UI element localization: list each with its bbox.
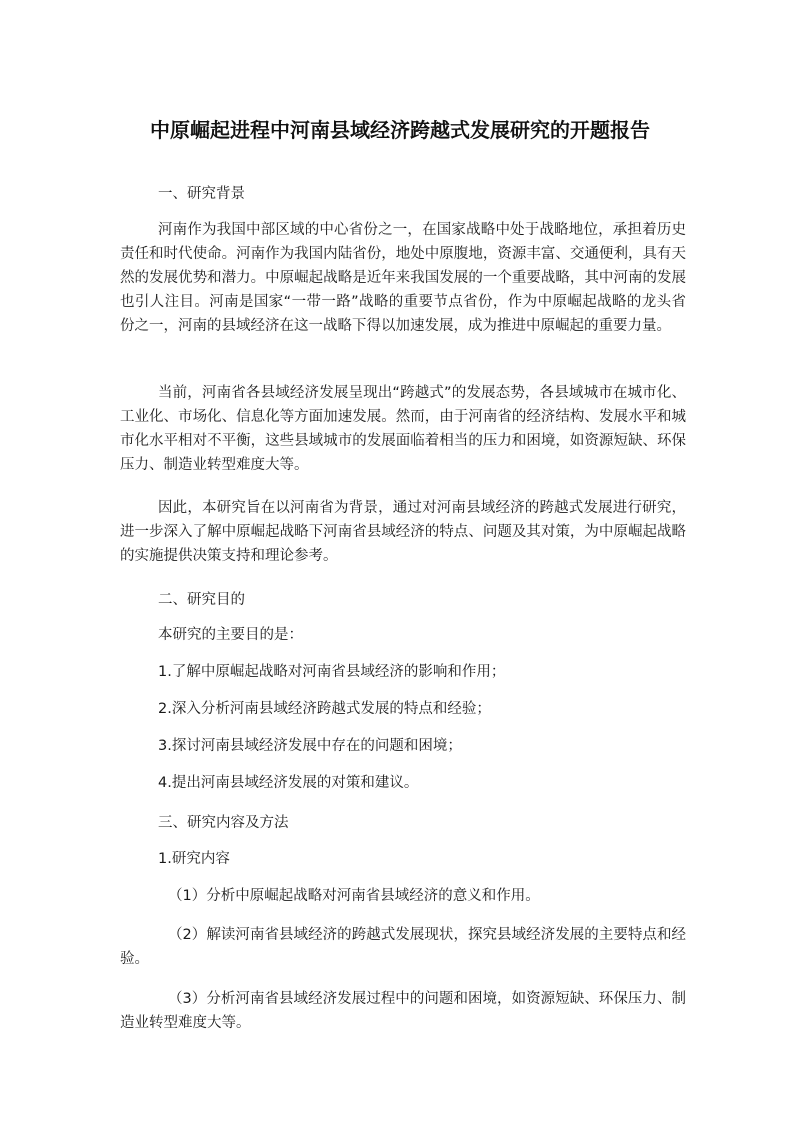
content-item: （2）解读河南省县域经济的跨越式发展现状，探究县域经济发展的主要特点和经验。 [120, 927, 686, 967]
section-heading-content-methods: 三、研究内容及方法 [158, 815, 289, 831]
section-heading-background: 一、研究背景 [158, 186, 245, 202]
page-title: 中原崛起进程中河南县域经济跨越式发展研究的开题报告 [150, 118, 650, 142]
content-item: （1）分析中原崛起战略对河南省县域经济的意义和作用。 [168, 888, 540, 904]
background-paragraph-2: 当前，河南省各县域经济发展呈现出“跨越式”的发展态势，各县域城市在城市化、工业化、市场化、信息化等方面加速发展。然而，由于河南省的经济结构、发展水平和城市化水平相对不平衡，这些县域城市的发展面临着相当的压力和困境，如资源短缺、环保压力、制造业转型难度大等。 [120, 385, 686, 473]
objective-item: 2.深入分析河南县域经济跨越式发展的特点和经验； [158, 701, 491, 717]
objective-item: 1.了解中原崛起战略对河南省县域经济的影响和作用； [158, 664, 506, 680]
background-paragraph-1: 河南作为我国中部区域的中心省份之一，在国家战略中处于战略地位，承担着历史责任和时代使命。河南作为我国内陆省份，地处中原腹地，资源丰富、交通便利，具有天然的发展优势和潜力。中原崛起战略是近年来我国发展的一个重要战略，其中河南的发展也引人注目。河南是国家“一带一路”战略的重要节点省份，作为中原崛起战略的龙头省份之一，河南的县域经济在这一战略下得以加速发展，成为推进中原崛起的重要力量。 [120, 222, 686, 334]
objectives-intro: 本研究的主要目的是： [158, 627, 303, 643]
background-paragraph-3: 因此，本研究旨在以河南省为背景，通过对河南县域经济的跨越式发展进行研究，进一步深入了解中原崛起战略下河南省县域经济的特点、问题及其对策，为中原崛起战略的实施提供决策支持和理论参考。 [120, 500, 686, 564]
subsection-heading-content: 1.研究内容 [158, 851, 230, 867]
content-item: （3）分析河南省县域经济发展过程中的问题和困境，如资源短缺、环保压力、制造业转型难度大等。 [120, 991, 686, 1031]
section-heading-objectives: 二、研究目的 [158, 592, 245, 608]
objective-item: 4.提出河南县域经济发展的对策和建议。 [158, 775, 419, 791]
objective-item: 3.探讨河南县域经济发展中存在的问题和困境； [158, 738, 462, 754]
